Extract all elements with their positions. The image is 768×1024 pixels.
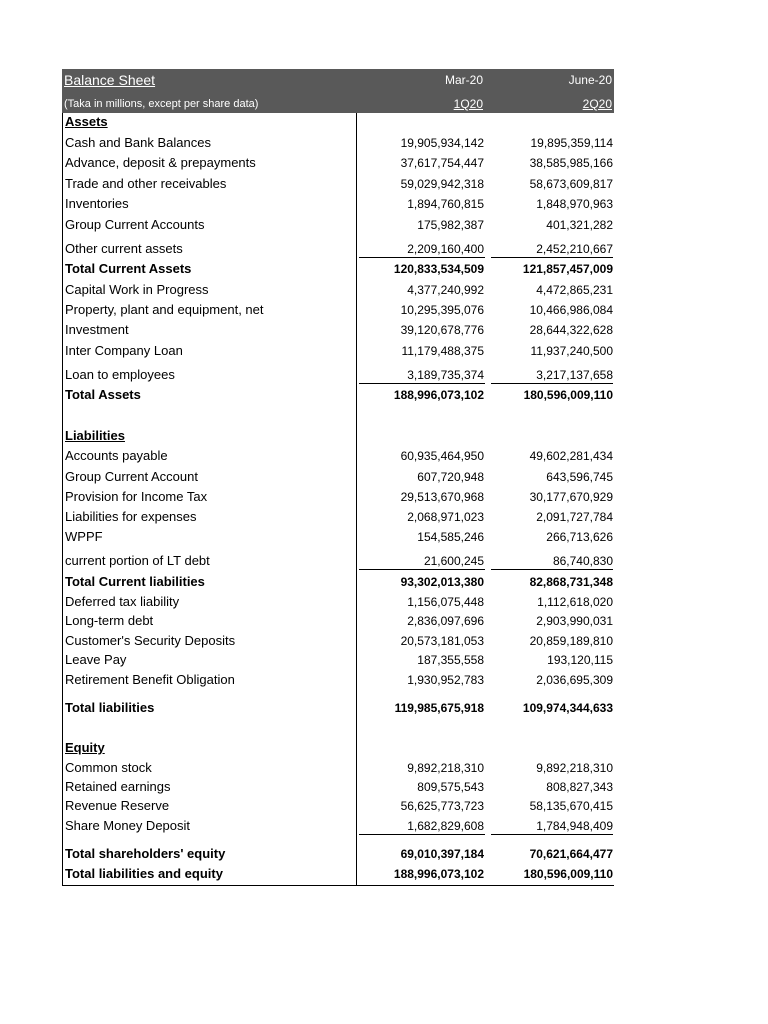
table-row bbox=[63, 593, 615, 611]
row-label: Group Current Account bbox=[65, 469, 198, 484]
subtotal-rule bbox=[491, 257, 613, 258]
table-row bbox=[63, 301, 615, 319]
row-label: Long-term debt bbox=[65, 613, 154, 628]
value-col-2: 20,859,189,810 bbox=[529, 634, 613, 648]
value-col-2: 4,472,865,231 bbox=[536, 283, 613, 297]
row-label: Assets bbox=[65, 114, 108, 129]
value-col-2: 2,452,210,667 bbox=[536, 242, 613, 256]
value-col-1: 120,833,534,509 bbox=[393, 262, 484, 276]
value-col-1: 60,935,464,950 bbox=[400, 449, 484, 463]
row-label: Other current assets bbox=[65, 241, 183, 256]
value-col-1: 154,585,246 bbox=[417, 530, 484, 544]
table-row bbox=[63, 528, 615, 546]
value-col-1: 56,625,773,723 bbox=[400, 799, 484, 813]
value-col-1: 188,996,073,102 bbox=[393, 867, 484, 881]
value-col-2: 808,827,343 bbox=[546, 780, 613, 794]
value-col-2: 2,091,727,784 bbox=[536, 510, 613, 524]
table-row bbox=[63, 260, 615, 278]
value-col-2: 180,596,009,110 bbox=[523, 388, 613, 402]
value-col-1: 69,010,397,184 bbox=[400, 847, 484, 861]
value-col-1: 2,068,971,023 bbox=[407, 510, 484, 524]
value-col-2: 180,596,009,110 bbox=[523, 867, 613, 881]
quarter-col-2: 2Q20 bbox=[582, 97, 612, 111]
table-row bbox=[63, 699, 615, 717]
row-label: Retained earnings bbox=[65, 779, 171, 794]
table-row bbox=[63, 865, 615, 883]
value-col-2: 28,644,322,628 bbox=[529, 323, 613, 337]
period-col-2: June-20 bbox=[568, 73, 612, 87]
row-label: Group Current Accounts bbox=[65, 217, 205, 232]
value-col-1: 187,355,558 bbox=[417, 653, 484, 667]
row-label: Property, plant and equipment, net bbox=[65, 302, 264, 317]
table-row bbox=[63, 366, 615, 384]
subtotal-rule bbox=[359, 383, 485, 384]
row-label: current portion of LT debt bbox=[65, 553, 210, 568]
table-row bbox=[63, 797, 615, 815]
table-row bbox=[63, 759, 615, 777]
table-row bbox=[63, 154, 615, 172]
row-label: WPPF bbox=[65, 529, 103, 544]
table-row bbox=[63, 447, 615, 465]
table-row bbox=[63, 468, 615, 486]
row-label: Total Assets bbox=[65, 387, 141, 402]
row-label: Leave Pay bbox=[65, 652, 127, 667]
value-col-2: 643,596,745 bbox=[546, 470, 613, 484]
subtotal-rule bbox=[359, 569, 485, 570]
row-label: Retirement Benefit Obligation bbox=[65, 672, 235, 687]
row-label: Total Current Assets bbox=[65, 261, 192, 276]
table-row bbox=[63, 488, 615, 506]
value-col-2: 70,621,664,477 bbox=[529, 847, 613, 861]
section-header bbox=[63, 739, 615, 757]
value-col-1: 21,600,245 bbox=[423, 554, 484, 568]
row-label: Inventories bbox=[65, 196, 129, 211]
value-col-1: 1,930,952,783 bbox=[407, 673, 484, 687]
row-label: Equity bbox=[65, 740, 105, 755]
period-col-1: Mar-20 bbox=[444, 73, 483, 87]
table-row bbox=[63, 845, 615, 863]
value-col-2: 86,740,830 bbox=[552, 554, 613, 568]
table-row bbox=[63, 216, 615, 234]
value-col-2: 19,895,359,114 bbox=[530, 136, 613, 150]
table-row bbox=[63, 671, 615, 689]
row-label: Liabilities bbox=[65, 428, 125, 443]
row-label: Loan to employees bbox=[65, 367, 175, 382]
quarter-col-1: 1Q20 bbox=[453, 97, 483, 111]
value-col-1: 2,836,097,696 bbox=[407, 614, 484, 628]
row-label: Inter Company Loan bbox=[65, 343, 183, 358]
value-col-2: 2,903,990,031 bbox=[536, 614, 613, 628]
sheet-subtitle: (Taka in millions, except per share data) bbox=[64, 98, 259, 110]
value-col-1: 10,295,395,076 bbox=[400, 303, 484, 317]
value-col-1: 9,892,218,310 bbox=[407, 761, 484, 775]
row-label: Total Current liabilities bbox=[65, 574, 205, 589]
table-row bbox=[63, 632, 615, 650]
row-label: Common stock bbox=[65, 760, 152, 775]
table-row bbox=[63, 386, 615, 404]
sheet-title: Balance Sheet bbox=[64, 72, 156, 88]
value-col-1: 29,513,670,968 bbox=[400, 490, 484, 504]
row-label: Capital Work in Progress bbox=[65, 282, 209, 297]
subtotal-rule bbox=[491, 569, 613, 570]
value-col-2: 3,217,137,658 bbox=[536, 368, 613, 382]
row-label: Advance, deposit & prepayments bbox=[65, 155, 256, 170]
value-col-2: 10,466,986,084 bbox=[529, 303, 613, 317]
value-col-1: 607,720,948 bbox=[417, 470, 484, 484]
value-col-2: 30,177,670,929 bbox=[529, 490, 613, 504]
value-col-2: 11,937,240,500 bbox=[530, 344, 613, 358]
table-row bbox=[63, 321, 615, 339]
value-col-1: 59,029,942,318 bbox=[400, 177, 484, 191]
value-col-2: 1,784,948,409 bbox=[536, 819, 613, 833]
table-row bbox=[63, 240, 615, 258]
table-row bbox=[63, 175, 615, 193]
table-row bbox=[63, 778, 615, 796]
value-col-1: 3,189,735,374 bbox=[407, 368, 484, 382]
sheet-header bbox=[62, 69, 614, 113]
value-col-2: 82,868,731,348 bbox=[529, 575, 613, 589]
subtotal-rule bbox=[359, 834, 485, 835]
subtotal-rule bbox=[491, 383, 613, 384]
value-col-1: 39,120,678,776 bbox=[400, 323, 484, 337]
value-col-1: 188,996,073,102 bbox=[393, 388, 484, 402]
value-col-1: 20,573,181,053 bbox=[400, 634, 484, 648]
subtotal-rule bbox=[491, 834, 613, 835]
row-label: Customer's Security Deposits bbox=[65, 633, 236, 648]
row-label: Investment bbox=[65, 322, 129, 337]
subtotal-rule bbox=[359, 257, 485, 258]
table-row bbox=[63, 508, 615, 526]
row-label: Total liabilities bbox=[65, 700, 155, 715]
value-col-1: 119,985,675,918 bbox=[394, 701, 484, 715]
value-col-1: 809,575,543 bbox=[417, 780, 484, 794]
value-col-1: 1,156,075,448 bbox=[407, 595, 484, 609]
value-col-1: 11,179,488,375 bbox=[401, 344, 484, 358]
value-col-1: 4,377,240,992 bbox=[407, 283, 484, 297]
section-header bbox=[63, 427, 615, 445]
value-col-2: 2,036,695,309 bbox=[536, 673, 613, 687]
value-col-2: 49,602,281,434 bbox=[529, 449, 613, 463]
table-row bbox=[63, 134, 615, 152]
value-col-2: 58,135,670,415 bbox=[529, 799, 613, 813]
value-col-2: 266,713,626 bbox=[546, 530, 613, 544]
value-col-1: 1,894,760,815 bbox=[407, 197, 484, 211]
value-col-1: 2,209,160,400 bbox=[407, 242, 484, 256]
row-label: Total shareholders' equity bbox=[65, 846, 226, 861]
table-row bbox=[63, 552, 615, 570]
value-col-2: 38,585,985,166 bbox=[529, 156, 613, 170]
value-col-1: 93,302,013,380 bbox=[400, 575, 484, 589]
value-col-2: 401,321,282 bbox=[546, 218, 613, 232]
value-col-1: 175,982,387 bbox=[417, 218, 484, 232]
row-label: Provision for Income Tax bbox=[65, 489, 208, 504]
value-col-2: 58,673,609,817 bbox=[529, 177, 613, 191]
table-row bbox=[63, 342, 615, 360]
section-header bbox=[63, 113, 615, 131]
value-col-2: 193,120,115 bbox=[547, 653, 613, 667]
row-label: Cash and Bank Balances bbox=[65, 135, 211, 150]
row-label: Trade and other receivables bbox=[65, 176, 227, 191]
value-col-2: 9,892,218,310 bbox=[536, 761, 613, 775]
value-col-1: 37,617,754,447 bbox=[400, 156, 484, 170]
row-label: Deferred tax liability bbox=[65, 594, 180, 609]
table-row bbox=[63, 573, 615, 591]
row-label: Share Money Deposit bbox=[65, 818, 191, 833]
table-row bbox=[63, 281, 615, 299]
table-row bbox=[63, 612, 615, 630]
row-label: Accounts payable bbox=[65, 448, 168, 463]
balance-sheet bbox=[62, 69, 614, 885]
value-col-1: 19,905,934,142 bbox=[400, 136, 484, 150]
row-label: Revenue Reserve bbox=[65, 798, 170, 813]
value-col-2: 1,112,618,020 bbox=[537, 595, 613, 609]
value-col-2: 109,974,344,633 bbox=[522, 701, 613, 715]
sheet-body bbox=[62, 113, 614, 885]
table-row bbox=[63, 195, 615, 213]
value-col-2: 1,848,970,963 bbox=[536, 197, 613, 211]
value-col-1: 1,682,829,608 bbox=[407, 819, 484, 833]
value-col-2: 121,857,457,009 bbox=[522, 262, 613, 276]
table-row bbox=[63, 651, 615, 669]
row-label: Liabilities for expenses bbox=[65, 509, 197, 524]
sheet-bottom-border bbox=[62, 885, 614, 886]
table-row bbox=[63, 817, 615, 835]
row-label: Total liabilities and equity bbox=[65, 866, 223, 881]
